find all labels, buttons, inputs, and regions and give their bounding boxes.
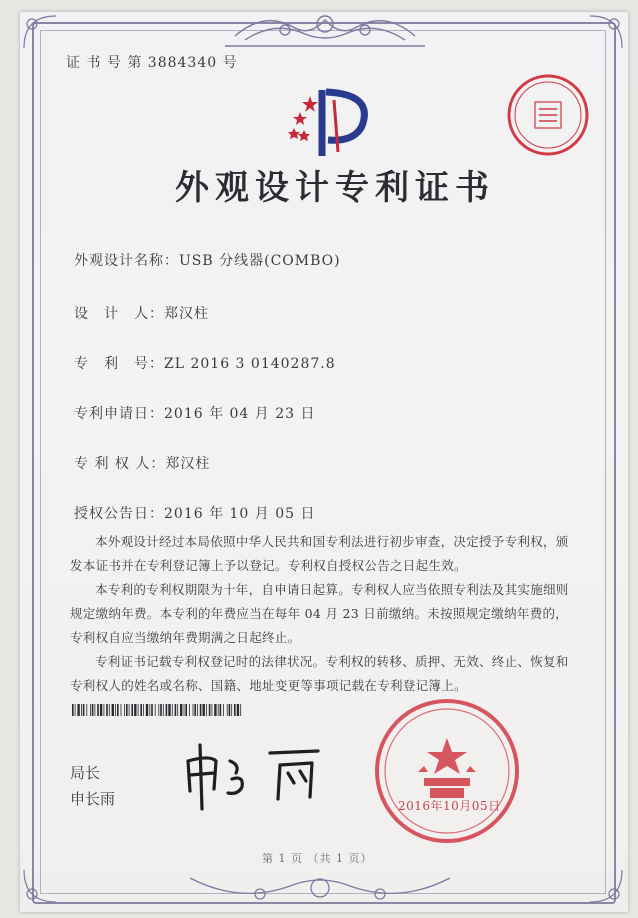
certificate-body: [70, 530, 570, 698]
corner-ornament-icon: [20, 866, 60, 906]
corner-ornament-icon: [586, 866, 626, 906]
printing-seal-icon: [505, 72, 591, 158]
certificate-title: 外观设计专利证书: [175, 168, 495, 208]
bottom-ornament-icon: [180, 868, 460, 908]
filing-date-label: 专利申请日：: [74, 406, 164, 422]
signatory-name: 申长雨: [70, 790, 116, 808]
top-ornament-icon: [225, 6, 425, 52]
patentee-value: 郑汉柱: [165, 456, 211, 472]
designer-label: 设 计 人：: [74, 306, 164, 322]
design-name-label: 外观设计名称：: [74, 253, 179, 269]
design-name-field: [74, 250, 341, 270]
patent-office-seal-icon: [372, 696, 522, 846]
barcode-icon: [72, 704, 244, 716]
patentee-label: 专 利 权 人：: [74, 456, 166, 472]
corner-ornament-icon: [586, 12, 626, 52]
signatory-title: 局长: [70, 764, 101, 782]
filing-date-field: [74, 403, 316, 423]
filing-date-value: 2016 年 04 月 23 日: [164, 406, 316, 422]
patent-number-label: 专 利 号：: [74, 356, 164, 372]
signature-icon: [180, 735, 330, 815]
designer-value: 郑汉柱: [164, 306, 209, 322]
design-name-value: USB 分线器(COMBO): [179, 253, 341, 269]
grant-date-label: 授权公告日：: [74, 506, 164, 522]
patent-number-field: [74, 353, 336, 373]
patent-number-value: ZL 2016 3 0140287.8: [164, 356, 336, 372]
seal-date: 2016年10月05日: [398, 799, 501, 813]
grant-date-field: [74, 503, 316, 523]
patent-office-logo-icon: [282, 86, 378, 162]
certificate-number: 证 书 号 第 3884340 号: [66, 55, 238, 71]
grant-date-value: 2016 年 10 月 05 日: [164, 506, 316, 522]
designer-field: [74, 303, 209, 323]
body-paragraph: 本外观设计经过本局依照中华人民共和国专利法进行初步审查，决定授予专利权，颁发本证书并在专利登记簿上予以登记。专利权自授权公告之日起生效。: [70, 534, 569, 573]
body-paragraph: 本专利的专利权期限为十年，自申请日起算。专利权人应当依照专利法及其实施细则规定缴纳年费。本专利的年费应当在每年 04 月 23 日前缴纳。未按照规定缴纳年费的，专利权自应当缴纳年费期满之日起终止。: [70, 582, 569, 645]
page-indicator: 第 1 页 （共 1 页）: [262, 852, 373, 865]
patentee-field: [74, 453, 210, 473]
body-paragraph: 专利证书记载专利权登记时的法律状况。专利权的转移、质押、无效、终止、恢复和专利权人的姓名或名称、国籍、地址变更等事项记载在专利登记簿上。: [70, 654, 569, 693]
corner-ornament-icon: [20, 12, 60, 52]
